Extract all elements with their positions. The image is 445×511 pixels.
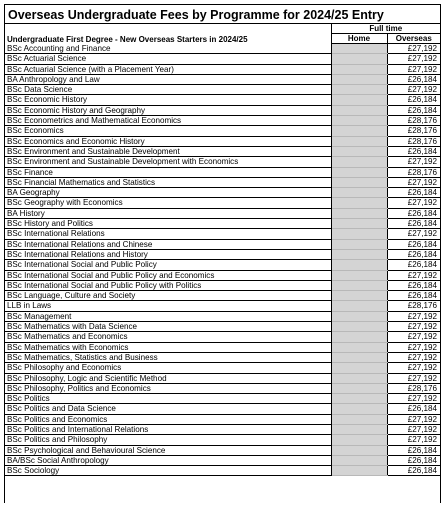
programme-name: BSc Philosophy, Politics and Economics xyxy=(5,383,331,393)
programme-name: BSc Mathematics, Statistics and Business xyxy=(5,352,331,362)
programme-name: BSc Philosophy, Logic and Scientific Method xyxy=(5,373,331,383)
overseas-fee: £26,184 xyxy=(387,146,440,156)
programme-name: BSc Actuarial Science xyxy=(5,54,331,64)
table-row xyxy=(5,146,440,156)
overseas-fee: £27,192 xyxy=(387,270,440,280)
home-fee-cell xyxy=(331,116,387,126)
table-row xyxy=(5,394,440,404)
home-fee-cell xyxy=(331,136,387,146)
table-row xyxy=(5,136,440,146)
fee-rows xyxy=(5,44,440,476)
overseas-fee: £28,176 xyxy=(387,383,440,393)
programme-name: BSc Politics and Data Science xyxy=(5,404,331,414)
table-row xyxy=(5,167,440,177)
table-row xyxy=(5,363,440,373)
overseas-fee: £27,192 xyxy=(387,414,440,424)
programme-name: BA Geography xyxy=(5,188,331,198)
table-row xyxy=(5,198,440,208)
overseas-fee: £27,192 xyxy=(387,44,440,54)
page-title: Overseas Undergraduate Fees by Programme for 2024/25 Entry xyxy=(5,4,440,24)
table-row xyxy=(5,54,440,64)
programme-name: BSc Environment and Sustainable Development with Economics xyxy=(5,157,331,167)
overseas-fee: £27,192 xyxy=(387,363,440,373)
overseas-fee: £26,184 xyxy=(387,280,440,290)
programme-name: BSc Mathematics with Data Science xyxy=(5,322,331,332)
programme-name: BSc Politics and Economics xyxy=(5,414,331,424)
programme-name: BSc Politics and Philosophy xyxy=(5,435,331,445)
table-row xyxy=(5,229,440,239)
home-fee-cell xyxy=(331,424,387,434)
overseas-fee: £27,192 xyxy=(387,394,440,404)
table-row xyxy=(5,270,440,280)
table-row xyxy=(5,373,440,383)
home-fee-cell xyxy=(331,44,387,54)
programme-name: BSc Actuarial Science (with a Placement Year) xyxy=(5,64,331,74)
overseas-fee: £27,192 xyxy=(387,198,440,208)
programme-name: BSc International Social and Public Policy and Economics xyxy=(5,270,331,280)
programme-name: LLB in Laws xyxy=(5,301,331,311)
overseas-fee: £28,176 xyxy=(387,136,440,146)
overseas-fee: £27,192 xyxy=(387,322,440,332)
home-fee-cell xyxy=(331,311,387,321)
home-fee-cell xyxy=(331,404,387,414)
home-fee-cell xyxy=(331,157,387,167)
home-column-header: Home xyxy=(331,34,387,44)
programme-name: BSc International Social and Public Policy xyxy=(5,260,331,270)
home-fee-cell xyxy=(331,301,387,311)
table-row xyxy=(5,435,440,445)
home-fee-cell xyxy=(331,352,387,362)
home-fee-cell xyxy=(331,54,387,64)
programme-name: BSc Econometrics and Mathematical Economics xyxy=(5,116,331,126)
home-fee-cell xyxy=(331,126,387,136)
home-fee-cell xyxy=(331,466,387,476)
overseas-fee: £27,192 xyxy=(387,424,440,434)
table-row xyxy=(5,260,440,270)
overseas-fee: £26,184 xyxy=(387,208,440,218)
overseas-fee: £27,192 xyxy=(387,435,440,445)
overseas-fee: £27,192 xyxy=(387,311,440,321)
programme-name: BSc Politics and International Relations xyxy=(5,424,331,434)
header-row-group xyxy=(5,24,440,34)
overseas-fee: £27,192 xyxy=(387,332,440,342)
overseas-fee: £28,176 xyxy=(387,116,440,126)
home-fee-cell xyxy=(331,229,387,239)
home-fee-cell xyxy=(331,280,387,290)
overseas-fee: £26,184 xyxy=(387,291,440,301)
programme-name: BSc Data Science xyxy=(5,85,331,95)
home-fee-cell xyxy=(331,445,387,455)
table-row xyxy=(5,342,440,352)
home-fee-cell xyxy=(331,219,387,229)
table-row xyxy=(5,414,440,424)
overseas-fee: £28,176 xyxy=(387,301,440,311)
table-row xyxy=(5,44,440,54)
home-fee-cell xyxy=(331,270,387,280)
programme-name: BSc Financial Mathematics and Statistics xyxy=(5,177,331,187)
overseas-fee: £27,192 xyxy=(387,64,440,74)
programme-name: BSc Psychological and Behavioural Science xyxy=(5,445,331,455)
table-row xyxy=(5,291,440,301)
overseas-fee: £26,184 xyxy=(387,404,440,414)
home-fee-cell xyxy=(331,394,387,404)
programme-name: BSc Philosophy and Economics xyxy=(5,363,331,373)
programme-name: BSc Finance xyxy=(5,167,331,177)
table-row xyxy=(5,301,440,311)
overseas-fee: £27,192 xyxy=(387,177,440,187)
programme-name: BSc Economic History xyxy=(5,95,331,105)
overseas-fee: £28,176 xyxy=(387,167,440,177)
overseas-fee: £26,184 xyxy=(387,249,440,259)
overseas-fee: £27,192 xyxy=(387,352,440,362)
table-row xyxy=(5,116,440,126)
overseas-fee: £26,184 xyxy=(387,219,440,229)
table-row xyxy=(5,239,440,249)
programme-name: BSc Sociology xyxy=(5,466,331,476)
table-row xyxy=(5,219,440,229)
overseas-fee: £26,184 xyxy=(387,74,440,84)
home-fee-cell xyxy=(331,332,387,342)
table-row xyxy=(5,95,440,105)
home-fee-cell xyxy=(331,260,387,270)
overseas-fee: £26,184 xyxy=(387,260,440,270)
home-fee-cell xyxy=(331,291,387,301)
home-fee-cell xyxy=(331,198,387,208)
table-row xyxy=(5,445,440,455)
table-row xyxy=(5,280,440,290)
home-fee-cell xyxy=(331,177,387,187)
overseas-fee: £27,192 xyxy=(387,54,440,64)
home-fee-cell xyxy=(331,64,387,74)
table-row xyxy=(5,332,440,342)
programme-name: BSc International Relations and History xyxy=(5,249,331,259)
home-fee-cell xyxy=(331,85,387,95)
home-fee-cell xyxy=(331,146,387,156)
programme-name: BSc Economic History and Geography xyxy=(5,105,331,115)
home-fee-cell xyxy=(331,208,387,218)
programme-name: BA Anthropology and Law xyxy=(5,74,331,84)
table-subtitle: Undergraduate First Degree - New Overseas Starters in 2024/25 xyxy=(5,24,331,44)
home-fee-cell xyxy=(331,188,387,198)
programme-name: BSc Environment and Sustainable Development xyxy=(5,146,331,156)
table-row xyxy=(5,157,440,167)
table-row xyxy=(5,352,440,362)
overseas-fee: £26,184 xyxy=(387,239,440,249)
programme-name: BSc Economics xyxy=(5,126,331,136)
programme-name: BSc Economics and Economic History xyxy=(5,136,331,146)
overseas-column-header: Overseas xyxy=(387,34,440,44)
table-row xyxy=(5,105,440,115)
overseas-fee: £26,184 xyxy=(387,188,440,198)
overseas-fee: £27,192 xyxy=(387,157,440,167)
fees-table xyxy=(5,24,440,476)
fees-sheet xyxy=(4,4,441,503)
programme-name: BSc History and Politics xyxy=(5,219,331,229)
home-fee-cell xyxy=(331,414,387,424)
table-row xyxy=(5,64,440,74)
overseas-fee: £26,184 xyxy=(387,95,440,105)
programme-name: BSc Mathematics and Economics xyxy=(5,332,331,342)
programme-name: BSc Politics xyxy=(5,394,331,404)
table-row xyxy=(5,383,440,393)
home-fee-cell xyxy=(331,383,387,393)
home-fee-cell xyxy=(331,167,387,177)
home-fee-cell xyxy=(331,373,387,383)
table-row xyxy=(5,311,440,321)
table-row xyxy=(5,424,440,434)
home-fee-cell xyxy=(331,322,387,332)
overseas-fee: £26,184 xyxy=(387,455,440,465)
home-fee-cell xyxy=(331,95,387,105)
overseas-fee: £27,192 xyxy=(387,229,440,239)
table-row xyxy=(5,74,440,84)
programme-name: BA History xyxy=(5,208,331,218)
table-row xyxy=(5,455,440,465)
home-fee-cell xyxy=(331,74,387,84)
table-row xyxy=(5,466,440,476)
programme-name: BSc International Relations xyxy=(5,229,331,239)
home-fee-cell xyxy=(331,455,387,465)
home-fee-cell xyxy=(331,342,387,352)
programme-name: BSc Accounting and Finance xyxy=(5,44,331,54)
table-row xyxy=(5,404,440,414)
home-fee-cell xyxy=(331,363,387,373)
table-row xyxy=(5,85,440,95)
overseas-fee: £27,192 xyxy=(387,373,440,383)
programme-name: BSc Language, Culture and Society xyxy=(5,291,331,301)
table-row xyxy=(5,322,440,332)
overseas-fee: £27,192 xyxy=(387,342,440,352)
programme-name: BA/BSc Social Anthropology xyxy=(5,455,331,465)
overseas-fee: £27,192 xyxy=(387,85,440,95)
table-row xyxy=(5,249,440,259)
home-fee-cell xyxy=(331,249,387,259)
table-row xyxy=(5,208,440,218)
overseas-fee: £26,184 xyxy=(387,466,440,476)
programme-name: BSc Geography with Economics xyxy=(5,198,331,208)
programme-name: BSc Management xyxy=(5,311,331,321)
overseas-fee: £28,176 xyxy=(387,126,440,136)
table-row xyxy=(5,177,440,187)
home-fee-cell xyxy=(331,435,387,445)
programme-name: BSc International Relations and Chinese xyxy=(5,239,331,249)
table-row xyxy=(5,126,440,136)
table-row xyxy=(5,188,440,198)
programme-name: BSc Mathematics with Economics xyxy=(5,342,331,352)
overseas-fee: £26,184 xyxy=(387,105,440,115)
home-fee-cell xyxy=(331,239,387,249)
home-fee-cell xyxy=(331,105,387,115)
overseas-fee: £26,184 xyxy=(387,445,440,455)
programme-name: BSc International Social and Public Policy with Politics xyxy=(5,280,331,290)
full-time-header: Full time xyxy=(331,24,440,34)
